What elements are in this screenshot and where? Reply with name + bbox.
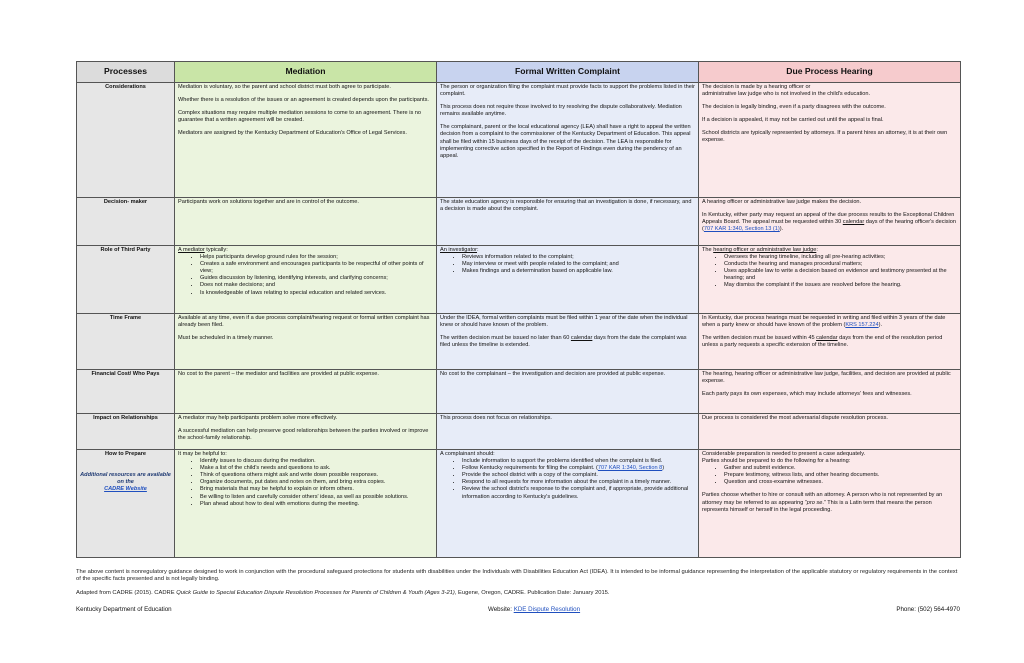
- text-paragraph: Mediators are assigned by the Kentucky Department of Education's Office of Legal Services.: [178, 130, 407, 137]
- list-item: • Guides discussion by listening, identifying interests, and clarifying concerns;: [200, 275, 433, 282]
- list-item: • Identify issues to discuss during the mediation.: [200, 458, 433, 465]
- text-paragraph: Must be scheduled in a timely manner.: [178, 335, 274, 342]
- table-row: [77, 414, 961, 450]
- text-span: The written decision must be issued no later than 60: [440, 335, 571, 342]
- cell-due-process-impact: Due process is considered the most adversarial dispute resolution process.: [699, 414, 961, 450]
- list-item: • May interview or meet with people related to the complaint; and: [462, 261, 695, 268]
- table-row: [77, 370, 961, 414]
- underlined-term: An investigator: [440, 247, 478, 253]
- list-item: • Bring materials that may be helpful to explain or inform others.: [200, 486, 433, 493]
- text-span: days from the date the complaint was filed unless the timeline is extended.: [440, 335, 687, 349]
- list-item: [462, 465, 695, 472]
- text-paragraph: [440, 335, 695, 349]
- bullet-list: [702, 465, 957, 486]
- website-label: Website:: [488, 606, 514, 613]
- text-paragraph: [702, 315, 957, 329]
- bullet-list: [440, 254, 695, 275]
- table-row: [77, 198, 961, 246]
- list-intro: [178, 247, 433, 254]
- cell-formal-time-frame: [437, 314, 699, 370]
- text-paragraph: School districts are typically represented by attorneys. If a parent hires an attorney, it is at their own expense.: [702, 130, 948, 144]
- prepare-label: How to Prepare: [104, 451, 147, 457]
- cell-mediation-considerations: [175, 83, 437, 198]
- row-label-considerations: Considerations: [77, 83, 175, 198]
- list-item: • Plan ahead about how to deal with emotions during the meeting.: [200, 501, 433, 508]
- text-paragraph: [702, 212, 957, 233]
- text-line: administrative law judge who is not involved in the child's education.: [702, 91, 871, 98]
- underlined-term: calendar: [816, 335, 838, 342]
- cell-formal-considerations: [437, 83, 699, 198]
- regulation-link[interactable]: 707 KAR 1:340, Section 8: [597, 465, 663, 472]
- underlined-term: calendar: [570, 335, 593, 342]
- cell-due-process-financial: [699, 370, 961, 414]
- additional-resources-text: Additional resources are available on the: [80, 472, 171, 486]
- list-intro: It may be helpful to:: [178, 451, 227, 457]
- text-paragraph: The hearing, hearing officer or administrative law judge, facilities, and decision are provided at public expense.: [702, 371, 951, 385]
- italic-term: pro se: [806, 499, 823, 506]
- text-span: typically:: [204, 247, 228, 253]
- text-span: :: [816, 247, 818, 253]
- text-span: :: [477, 247, 479, 253]
- comparison-table: [76, 61, 961, 558]
- list-item: • Creates a safe environment and encourages participants to be respectful of other points of view;: [200, 261, 433, 275]
- cell-mediation-prepare: [175, 450, 437, 558]
- bullet-list: [178, 254, 433, 297]
- text-span: Adapted from CADRE (2015). CADRE: [76, 590, 177, 596]
- list-item: • Prepare testimony, witness lists, and other hearing documents.: [724, 472, 957, 479]
- text-span: In Kentucky, either party may request an appeal of the due process results to the Exceptional Children Appeals Board. The appeal must be requested within 30: [702, 212, 955, 226]
- cell-formal-prepare: [437, 450, 699, 558]
- text-paragraph: Whether there is a resolution of the issues or an agreement is created depends upon the participants.: [178, 97, 429, 104]
- text-paragraph: A hearing officer or administrative law judge makes the decision.: [702, 199, 862, 205]
- text-span: The written decision must be issued within 45: [702, 335, 817, 342]
- regulation-link[interactable]: 707 KAR 1:340, Section 13 (1): [703, 226, 780, 233]
- statute-link[interactable]: KRS 157.224: [845, 322, 879, 329]
- text-paragraph: Mediation is voluntary, so the parent and school district must both agree to participate.: [178, 84, 391, 90]
- row-label-time-frame: Time Frame: [77, 314, 175, 370]
- underlined-term: hearing officer or administrative law judge: [713, 247, 817, 253]
- cell-due-process-third-party: [699, 246, 961, 314]
- list-item: • Organize documents, put dates and notes on them, and bring extra copies.: [200, 479, 433, 486]
- list-intro: Parties should be prepared to do the following for a hearing:: [702, 458, 851, 465]
- text-line: Considerable preparation is needed to present a case adequately.: [702, 451, 866, 457]
- cell-due-process-prepare: [699, 450, 961, 558]
- list-item: • Provide the school district with a copy of the complaint.: [462, 472, 695, 479]
- list-item: • Make a list of the child's needs and questions to ask.: [200, 465, 433, 472]
- organization-name: Kentucky Department of Education: [76, 606, 172, 613]
- list-item: • Is knowledgeable of laws relating to special education and related services.: [200, 290, 433, 297]
- text-line: The decision is made by a hearing officer or: [702, 84, 811, 90]
- underlined-term: A mediator: [178, 247, 205, 253]
- row-label-financial: Financial Cost/ Who Pays: [77, 370, 175, 414]
- list-item: • Review the school district's response to the complaint and, if appropriate, provide additional information according to Kentucky's guidelines.: [462, 486, 695, 500]
- row-label-impact: Impact on Relationships: [77, 414, 175, 450]
- list-item: • Be willing to listen and carefully consider others' ideas, as well as possible solutions.: [200, 494, 433, 501]
- cell-mediation-decision-maker: Participants work on solutions together and are in control of the outcome.: [175, 198, 437, 246]
- row-label-decision-maker: Decision- maker: [77, 198, 175, 246]
- text-paragraph: The decision is legally binding, even if a party disagrees with the outcome.: [702, 104, 886, 111]
- text-span: days of the hearing officer's decision (: [702, 219, 956, 233]
- list-item: • Makes findings and a determination based on applicable law.: [462, 268, 695, 275]
- cell-formal-third-party: [437, 246, 699, 314]
- list-item: • Helps participants develop ground rules for the session;: [200, 254, 433, 261]
- text-paragraph: [702, 335, 957, 349]
- list-item: • Gather and submit evidence.: [724, 465, 957, 472]
- cell-mediation-third-party: [175, 246, 437, 314]
- text-span: The: [702, 247, 714, 253]
- list-item: • Reviews information related to the complaint;: [462, 254, 695, 261]
- header-mediation: Mediation: [175, 62, 437, 83]
- cell-mediation-financial: No cost to the parent – the mediator and facilities are provided at public expense.: [175, 370, 437, 414]
- list-intro: [702, 247, 957, 254]
- list-item: • Does not make decisions; and: [200, 282, 433, 289]
- header-processes: Processes: [77, 62, 175, 83]
- bullet-list: [178, 458, 433, 508]
- table-row: [77, 246, 961, 314]
- cell-due-process-decision-maker: [699, 198, 961, 246]
- text-span: , Eugene, Oregon, CADRE. Publication Date: January 2015.: [454, 590, 610, 596]
- additional-resources: [80, 472, 171, 493]
- table-row: [77, 450, 961, 558]
- cell-due-process-time-frame: [699, 314, 961, 370]
- text-paragraph: [702, 492, 957, 513]
- list-intro: A complainant should:: [440, 451, 495, 457]
- list-item: • Respond to all requests for more information about the complaint in a timely manner.: [462, 479, 695, 486]
- list-item: • May dismiss the complaint if the issues are resolved before the hearing.: [724, 282, 957, 289]
- text-span: ).: [779, 226, 784, 233]
- table-row: [77, 314, 961, 370]
- website-line: [488, 606, 580, 613]
- text-paragraph: Available at any time, even if a due process complaint/hearing request or formal written complaint has already been filed.: [178, 315, 430, 329]
- header-due-process: Due Process Hearing: [699, 62, 961, 83]
- list-item: • Oversees the hearing timeline, including all pre-hearing activities;: [724, 254, 957, 261]
- list-item: • Include information to support the problems identified when the complaint is filed.: [462, 458, 695, 465]
- disclaimer: The above content is nonregulatory guidance designed to work in conjunction with the procedural safeguard protections for students with disabilities under the Individuals with Disabilities Education Act (IDEA). It is intended to be informal guidance representing the interpretation of the applicable statutory or regulatory requirements in the context of the specific facts presented and is not legally binding.: [76, 569, 958, 583]
- list-item: • Think of questions others might ask and write down possible responses.: [200, 472, 433, 479]
- cell-formal-decision-maker: The state education agency is responsible for ensuring that an investigation is done, if necessary, and a decision is made about the complaint.: [437, 198, 699, 246]
- text-paragraph: Under the IDEA, formal written complaints must be filed within 1 year of the date when the individual knew or should have known of the problem.: [440, 315, 688, 329]
- text-span: days from the end of the resolution period unless a party requests a specific extension of the timeline.: [702, 335, 943, 349]
- cell-due-process-considerations: [699, 83, 961, 198]
- text-span: ): [662, 465, 665, 472]
- text-span: In Kentucky, due process hearings must be requested in writing and filed within 3 years of the date when a party knew or should have known of the problem (: [702, 315, 946, 329]
- row-label-prepare: [77, 450, 175, 558]
- bullet-list: [702, 254, 957, 289]
- underlined-term: calendar: [842, 219, 865, 226]
- text-paragraph: If a decision is appealed, it may not be carried out until the appeal is final.: [702, 117, 884, 124]
- text-span: Parties choose whether to hire or consult with an attorney. A person who is not represented by an attorney may be referred to as appearing “: [702, 492, 943, 506]
- text-paragraph: This process does not require those involved to try resolving the dispute collaboratively. Mediation remains available anytime.: [440, 104, 682, 118]
- list-intro: [440, 247, 695, 254]
- list-item: • Conducts the hearing and manages procedural matters;: [724, 261, 957, 268]
- text-paragraph: Complex situations may require multiple mediation sessions to come to an agreement. There is no guarantee that a written agreement will be created.: [178, 110, 422, 124]
- text-paragraph: Each party pays its own expenses, which may include attorneys' fees and witnesses.: [702, 391, 912, 398]
- publication-title: Quick Guide to Special Education Dispute Resolution Processes for Parents of Children & Youth (Ages 3-21): [176, 590, 455, 596]
- text-span: .” This is a Latin term that means the person represents himself or herself in the legal proceeding.: [702, 499, 932, 513]
- cell-formal-impact: This process does not focus on relationships.: [437, 414, 699, 450]
- text-paragraph: A successful mediation can help preserve good relationships between the parties involved or improve the school-family relationship.: [178, 428, 429, 442]
- table-row: [77, 83, 961, 198]
- kde-dispute-resolution-link[interactable]: KDE Dispute Resolution: [513, 606, 581, 613]
- text-paragraph: A mediator may help participants problem solve more effectively.: [178, 415, 338, 421]
- adapted-from: [76, 590, 960, 597]
- text-span: ).: [878, 322, 883, 329]
- header-row: [77, 62, 961, 83]
- list-item: • Question and cross-examine witnesses.: [724, 479, 957, 486]
- text-paragraph: [702, 84, 957, 98]
- cadre-website-link[interactable]: CADRE Website: [104, 486, 147, 493]
- text-paragraph: The person or organization filing the complaint must provide facts to support the problems listed in their complaint.: [440, 84, 695, 98]
- text-paragraph: The complainant, parent or the local educational agency (LEA) shall have a right to appeal the written decision from a complaint to the commissioner of the Kentucky Department of Education. This appeal shall be filed within 15 business days of the receipt of the decision. The LEA is responsible for implementing corrective action specified in the Report of Findings even during the pendency of an appeal.: [440, 124, 691, 159]
- list-item: • Uses applicable law to write a decision based on evidence and testimony presented at the hearing; and: [724, 268, 957, 282]
- bullet-list: [440, 458, 695, 501]
- cell-formal-financial: No cost to the complainant – the investigation and decision are provided at public expense.: [437, 370, 699, 414]
- header-formal-complaint: Formal Written Complaint: [437, 62, 699, 83]
- cell-mediation-impact: [175, 414, 437, 450]
- phone-number: Phone: (502) 564-4970: [896, 606, 960, 613]
- cell-mediation-time-frame: [175, 314, 437, 370]
- row-label-third-party: Role of Third Party: [77, 246, 175, 314]
- text-span: Follow Kentucky requirements for filing the complaint. (: [462, 465, 598, 472]
